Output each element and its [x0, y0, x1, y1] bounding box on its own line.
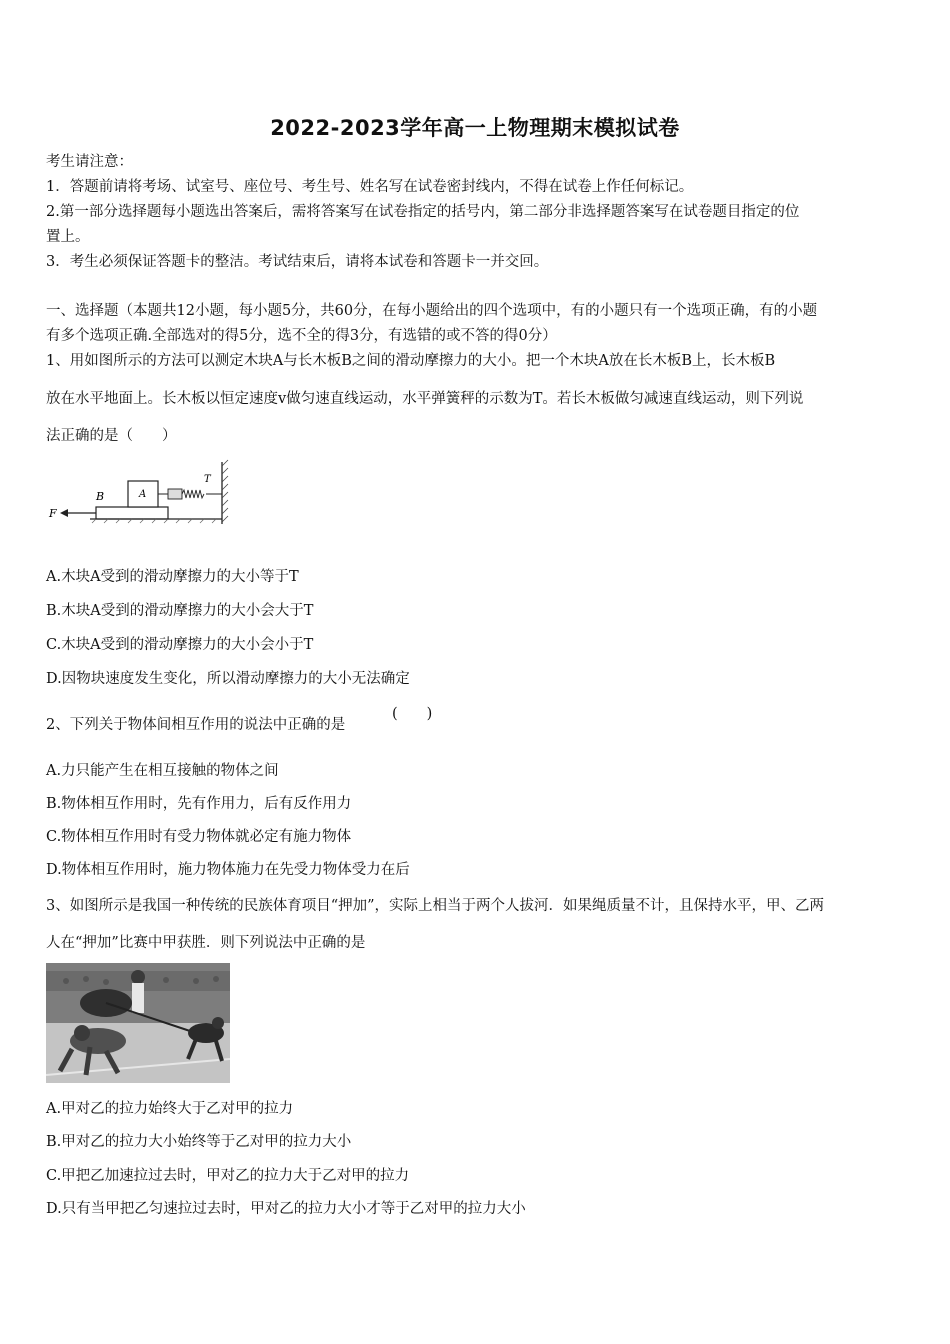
q1-option-c: C.木块A受到的滑动摩擦力的大小会小于T — [46, 637, 314, 653]
q1-figure — [46, 456, 232, 532]
q1-stem: 放在水平地面上。长木板以恒定速度v做匀速直线运动，水平弹簧秤的示数为T。若长木板做匀减速直线运动，则下列说 — [46, 391, 804, 407]
q1-figure-label-t: T — [204, 474, 211, 485]
q2-answer-paren: ( ) — [392, 706, 433, 722]
section-instructions: 有多个选项正确.全部选对的得5分，选不全的得3分，有选错的或不答的得0分） — [46, 328, 557, 344]
q3-option-a: A.甲对乙的拉力始终大于乙对甲的拉力 — [46, 1101, 294, 1117]
q2-option-b: B.物体相互作用时，先有作用力，后有反作用力 — [46, 796, 352, 812]
q3-option-b: B.甲对乙的拉力大小始终等于乙对甲的拉力大小 — [46, 1134, 352, 1150]
notice-item: 1．答题前请将考场、试室号、座位号、考生号、姓名写在试卷密封线内，不得在试卷上作任何标记。 — [46, 179, 694, 195]
notice-item: 置上。 — [46, 229, 90, 245]
q1-figure-label-f: F — [49, 507, 57, 520]
q3-stem: 3、如图所示是我国一种传统的民族体育项目“押加”，实际上相当于两个人拔河．如果绳质量不计，且保持水平，甲、乙两 — [46, 898, 825, 914]
q3-stem: 人在“押加”比赛中甲获胜．则下列说法中正确的是 — [46, 935, 366, 951]
notice-header: 考生请注意： — [46, 154, 133, 170]
notice-item: 2.第一部分选择题每小题选出答案后，需将答案写在试卷指定的括号内，第二部分非选择题答案写在试卷题目指定的位 — [46, 204, 800, 220]
q3-photo — [46, 963, 230, 1083]
q1-stem: 1、用如图所示的方法可以测定木块A与长木板B之间的滑动摩擦力的大小。把一个木块A放在长木板B上，长木板B — [46, 353, 776, 369]
q2-stem: 2、下列关于物体间相互作用的说法中正确的是 — [46, 717, 346, 733]
q1-option-d: D.因物块速度发生变化，所以滑动摩擦力的大小无法确定 — [46, 671, 410, 687]
q3-option-c: C.甲把乙加速拉过去时，甲对乙的拉力大于乙对甲的拉力 — [46, 1168, 410, 1184]
page-title: 2022-2023学年高一上物理期末模拟试卷 — [270, 116, 680, 140]
q1-figure-label-b: B — [96, 490, 105, 503]
notice-item: 3．考生必须保证答题卡的整洁。考试结束后，请将本试卷和答题卡一并交回。 — [46, 254, 549, 270]
q2-option-a: A.力只能产生在相互接触的物体之间 — [46, 763, 279, 779]
section-instructions: 一、选择题（本题共12小题，每小题5分，共60分，在每小题给出的四个选项中，有的小题只有一个选项正确，有的小题 — [46, 303, 818, 319]
q2-option-d: D.物体相互作用时，施力物体施力在先受力物体受力在后 — [46, 862, 410, 878]
q2-option-c: C.物体相互作用时有受力物体就必定有施力物体 — [46, 829, 352, 845]
q3-option-d: D.只有当甲把乙匀速拉过去时，甲对乙的拉力大小才等于乙对甲的拉力大小 — [46, 1201, 526, 1217]
q1-option-b: B.木块A受到的滑动摩擦力的大小会大于T — [46, 603, 314, 619]
q1-option-a: A.木块A受到的滑动摩擦力的大小等于T — [46, 569, 299, 585]
q1-figure-label-a: A — [139, 489, 147, 500]
q1-stem: 法正确的是（ ） — [46, 428, 177, 444]
